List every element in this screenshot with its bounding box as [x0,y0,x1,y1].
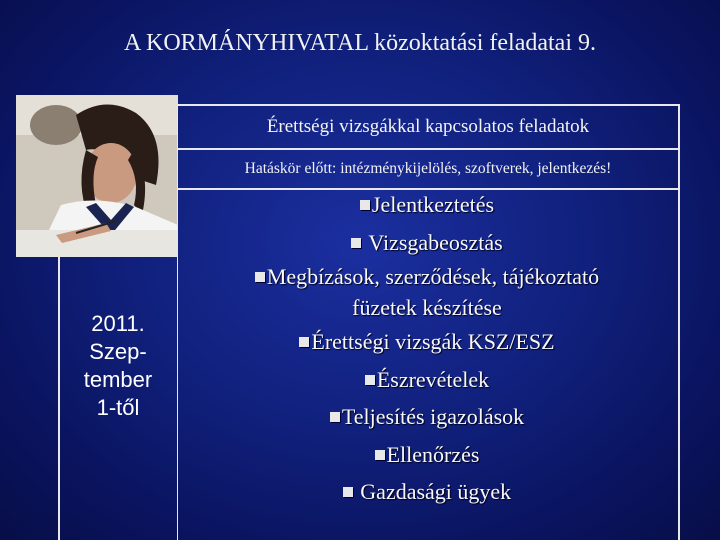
list-item: Ellenőrzés [177,436,677,474]
bullet-square-icon [375,450,385,460]
start-date-label [60,310,176,422]
bullet-square-icon [360,200,370,210]
slide-title: A KORMÁNYHIVATAL közoktatási feladatai 9. [124,30,596,56]
list-item: Gazdasági ügyek [177,473,677,511]
list-item: Jelentkeztetés [177,186,677,224]
list-item: Érettségi vizsgák KSZ/ESZ [177,323,677,361]
date-line-2: Szep- [89,339,147,364]
list-item: Megbízások, szerződések, tájékoztató füzetek készítése [177,261,677,323]
bullet-square-icon [351,238,361,248]
bullet-square-icon [365,375,375,385]
subtitle-box [177,104,680,150]
scope-note: Hatáskör előtt: intézménykijelölés, szoftverek, jelentkezés! [244,160,612,177]
list-item: Vizsgabeosztás [177,224,677,262]
bullet-square-icon [255,272,265,282]
date-line-3: tember [83,367,153,392]
task-list [177,186,677,511]
slide-subtitle: Érettségi vizsgákkal kapcsolatos feladatok [266,116,590,137]
bullet-square-icon [330,412,340,422]
date-line-4: 1-től [96,395,140,420]
bullet-square-icon [343,487,353,497]
student-writing-exam-photo-icon [16,95,178,257]
list-item: Teljesítés igazolások [177,398,677,436]
student-photo [16,95,178,257]
date-line-1: 2011. [91,311,145,336]
scope-note-box [177,150,680,190]
list-item: Észrevételek [177,361,677,399]
bullet-square-icon [299,337,309,347]
